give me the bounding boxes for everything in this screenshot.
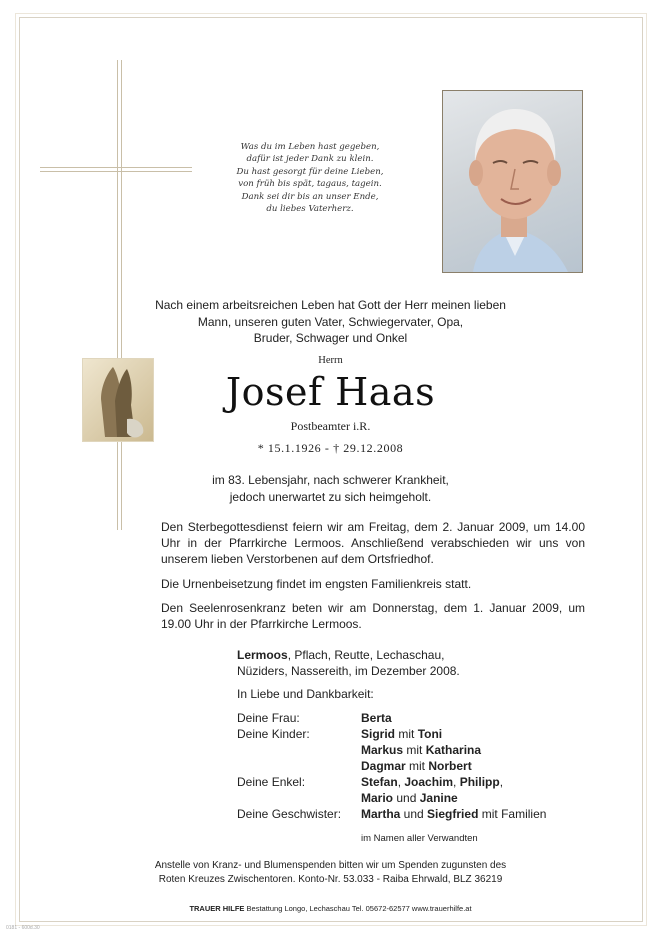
wife-label: Deine Frau:	[237, 711, 300, 725]
poem-line: Dank sei dir bis an unser Ende,	[241, 191, 379, 202]
spouse-name: Katharina	[425, 743, 482, 757]
cross-horizontal-line	[40, 167, 192, 172]
intro-line: Bruder, Schwager und Onkel	[253, 331, 408, 345]
footer	[0, 904, 661, 913]
print-code: 0181 - 600d.30	[6, 925, 40, 931]
place-date	[237, 647, 460, 679]
and-word: und	[393, 791, 420, 805]
grandchild-name: Philipp	[459, 775, 500, 789]
age-text	[0, 472, 661, 505]
rosary-text: Den Seelenrosenkranz beten wir am Donnerstag, dem 1. Januar 2009, um 19.00 Uhr in der Pfarrkirche Lermoos.	[161, 601, 585, 631]
separator: ,	[453, 775, 460, 789]
place-main: Lermoos	[237, 648, 288, 662]
age-line: im 83. Lebensjahr, nach schwerer Krankheit,	[212, 473, 449, 487]
grandchild-name: Janine	[419, 791, 458, 805]
relatives-note: im Namen aller Verwandten	[361, 833, 478, 844]
deceased-name: Josef Haas	[225, 370, 436, 414]
grandchild-name: Joachim	[404, 775, 454, 789]
service-paragraph	[161, 519, 585, 567]
donation-line: Anstelle von Kranz- und Blumenspenden bitten wir um Spenden zugunsten des	[154, 860, 507, 871]
with-word: mit	[403, 743, 426, 757]
sibling-name: Siegfried	[427, 807, 479, 821]
siblings-label: Deine Geschwister:	[237, 807, 342, 821]
place-rest: , Pflach, Reutte, Lechaschau,	[287, 648, 445, 662]
service-text: Den Sterbegottesdienst feiern wir am Freitag, dem 2. Januar 2009, um 14.00 Uhr in der Pfarrkirche Lermoos. Anschließend verabschieden wir uns von unserem lieben Verstorbenen auf dem Ortsfriedhof.	[161, 520, 585, 566]
donation-line: Roten Kreuzes Zwischentoren. Konto-Nr. 53.033 - Raiba Ehrwald, BLZ 36219	[158, 874, 503, 885]
grandchild-name: Stefan	[361, 775, 398, 789]
child-name: Sigrid	[361, 727, 396, 741]
child-row	[361, 727, 442, 741]
grandchildren-label: Deine Enkel:	[237, 775, 306, 789]
poem	[210, 141, 410, 215]
child-name: Markus	[361, 743, 404, 757]
intro-line: Mann, unseren guten Vater, Schwiegervater, Opa,	[197, 314, 464, 329]
with-families: mit Familien	[478, 807, 547, 821]
donation-text	[0, 859, 661, 887]
footer-brand: TRAUER HILFE	[189, 904, 245, 913]
wife-name-text: Berta	[361, 711, 392, 725]
poem-line: du liebes Vaterherz.	[266, 204, 354, 215]
wife-name	[361, 711, 392, 725]
age-line: jedoch unerwartet zu sich heimgeholt.	[229, 489, 432, 504]
and-word: und	[400, 807, 428, 821]
title-word: Herrn	[318, 355, 343, 366]
urn-text: Die Urnenbeisetzung findet im engsten Familienkreis statt.	[161, 577, 472, 591]
occupation: Postbeamter i.R.	[290, 419, 371, 433]
children-label: Deine Kinder:	[237, 727, 310, 741]
child-name: Dagmar	[361, 759, 406, 773]
footer-contact: Bestattung Longo, Lechaschau Tel. 05672-62577 www.trauerhilfe.at	[244, 904, 472, 913]
grandchildren-row	[361, 791, 458, 805]
separator: ,	[397, 775, 405, 789]
with-word: mit	[395, 727, 418, 741]
with-word: mit	[405, 759, 429, 773]
place-line2: Nüziders, Nassereith, im Dezember 2008.	[237, 664, 460, 678]
spouse-name: Toni	[417, 727, 443, 741]
spouse-name: Norbert	[428, 759, 472, 773]
poem-line: von früh bis spät, tagaus, tagein.	[238, 179, 382, 190]
love-line: In Liebe und Dankbarkeit:	[237, 687, 374, 701]
grandchild-name: Mario	[361, 791, 394, 805]
life-dates: * 15.1.1926 - † 29.12.2008	[257, 441, 404, 455]
cross-vertical-line	[117, 60, 122, 530]
sibling-name: Martha	[361, 807, 401, 821]
poem-line: Was du im Leben hast gegeben,	[240, 142, 380, 152]
poem-line: Du hast gesorgt für deine Lieben,	[236, 166, 384, 177]
rosary-paragraph	[161, 600, 585, 632]
intro-line: Nach einem arbeitsreichen Leben hat Gott der Herr meinen lieben	[155, 298, 506, 312]
intro-text	[0, 297, 661, 347]
urn-paragraph	[161, 576, 585, 592]
child-row	[361, 759, 472, 773]
poem-line: dafür ist jeder Dank zu klein.	[246, 154, 374, 165]
portrait-photo	[442, 90, 583, 273]
grandchildren-row: Stefan, Joachim, Philipp,	[361, 775, 504, 789]
siblings-row	[361, 807, 546, 821]
child-row	[361, 743, 481, 757]
